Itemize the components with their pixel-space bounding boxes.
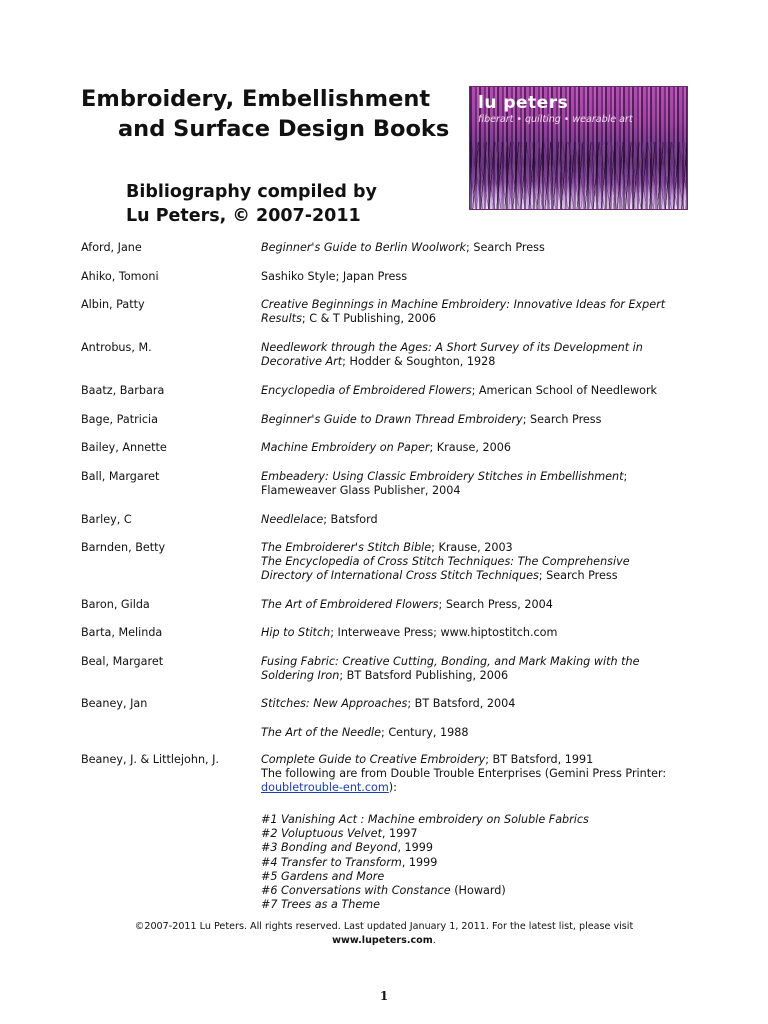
list-item: #2 Voluptuous Velvet, 1997 — [261, 827, 418, 841]
entry-author: Beal, Margaret — [81, 655, 164, 668]
doubletrouble-link[interactable]: doubletrouble-ent.com — [261, 781, 389, 795]
list-item — [261, 898, 681, 912]
series-title: #6 Conversations with Constance — [261, 884, 451, 898]
list-item — [261, 870, 681, 884]
entry-title: Encyclopedia of Embroidered Flowers — [261, 384, 472, 397]
entry-author: Beaney, Jan — [81, 697, 148, 710]
series-title: #4 Transfer to Transform — [261, 855, 402, 869]
subtitle-line-1: Bibliography compiled by — [126, 182, 377, 202]
copyright-footer: ©2007-2011 Lu Peters. All rights reserved. Last updated January 1, 2011. For the latest list, please visit www.lupeters.com. — [90, 920, 678, 948]
document-subtitle — [126, 180, 426, 228]
entry-work — [261, 655, 681, 683]
entry-work — [261, 470, 681, 498]
entry-author: Baron, Gilda — [81, 598, 150, 611]
series-title: #7 Trees as a Theme — [261, 898, 381, 912]
entry-author: Bailey, Annette — [81, 441, 167, 454]
entry-note-end: ): — [388, 781, 397, 795]
entry-publisher: ; BT Batsford Publishing, 2006 — [339, 669, 509, 683]
entry-publisher: ; Search Press — [522, 413, 602, 426]
entry-title: Creative Beginnings in Machine Embroidery: Innovative Ideas for Expert — [261, 298, 666, 311]
entry-work — [261, 341, 681, 369]
footer-website[interactable]: www.lupeters.com — [332, 935, 433, 946]
entry-title: Embeadery: Using Classic Embroidery Stitches in Embellishment — [261, 470, 624, 483]
footer-line-1: ©2007-2011 Lu Peters. All rights reserved. Last updated January 1, 2011. For the latest list, please visit — [134, 921, 634, 932]
title-line-2: and Surface Design Books — [118, 116, 450, 142]
series-title: #5 Gardens and More — [261, 869, 385, 883]
entry-author: Antrobus, M. — [81, 341, 152, 354]
entry-note: The following are from Double Trouble Enterprises (Gemini Press Printer: — [261, 767, 667, 781]
entry-author: Barley, C — [81, 513, 132, 526]
list-item — [261, 813, 681, 827]
entry-title-2-cont: Directory of International Cross Stitch Techniques — [261, 569, 539, 583]
entry-title: Fusing Fabric: Creative Cutting, Bonding, and Mark Making with the — [261, 655, 640, 668]
entry-author: Barta, Melinda — [81, 626, 163, 639]
entry-work — [261, 726, 681, 740]
entry-work — [261, 598, 681, 612]
list-item: #3 Bonding and Beyond, 1999 — [261, 841, 434, 855]
entry-author: Bage, Patricia — [81, 413, 158, 426]
logo-tagline: fiberart • quilting • wearable art — [478, 114, 633, 125]
entry-author: Beaney, J. & Littlejohn, J. — [81, 753, 220, 766]
entry-author: Baatz, Barbara — [81, 384, 165, 397]
page-number: 1 — [379, 989, 389, 1003]
fabric-fringe-image — [470, 142, 687, 209]
entry-author: Aford, Jane — [81, 241, 142, 254]
entry-work — [261, 697, 681, 711]
entry-publisher: ; BT Batsford, 1991 — [485, 753, 594, 766]
entry-title: The Art of the Needle — [261, 726, 382, 739]
entry-title: Needlework through the Ages: A Short Survey of its Development in — [261, 341, 643, 354]
entry-publisher: ; Hodder & Soughton, 1928 — [342, 355, 496, 369]
entry-title: Complete Guide to Creative Embroidery — [261, 753, 486, 766]
entry-work — [261, 413, 681, 427]
entry-title: Beginner's Guide to Drawn Thread Embroidery — [261, 413, 523, 426]
series-title: #3 Bonding and Beyond — [261, 841, 398, 855]
logo-name: lu peters — [478, 93, 569, 113]
entry-author: Albin, Patty — [81, 298, 145, 311]
entry-publisher: ; Batsford — [323, 513, 378, 526]
list-item: #6 Conversations with Constance (Howard) — [261, 884, 506, 898]
entry-title-2: The Encyclopedia of Cross Stitch Techniques: The Comprehensive — [261, 555, 630, 569]
entry-work — [261, 270, 681, 284]
entry-work — [261, 298, 681, 326]
entry-work — [261, 513, 681, 527]
entry-title: Beginner's Guide to Berlin Woolwork — [261, 241, 467, 254]
list-item: #4 Transfer to Transform, 1999 — [261, 855, 438, 869]
entry-title-cont: Results — [261, 312, 302, 326]
entry-publisher-2: ; Search Press — [538, 569, 618, 583]
document-title — [81, 84, 461, 144]
subtitle-line-2: Lu Peters, © 2007-2011 — [126, 206, 361, 226]
series-items — [261, 813, 681, 912]
series-title: #2 Voluptuous Velvet — [261, 827, 382, 841]
entry-work — [261, 541, 681, 584]
entry-title: Stitches: New Approaches — [261, 697, 408, 710]
entry-author: Barnden, Betty — [81, 541, 166, 554]
entry-work — [261, 384, 681, 398]
entry-work — [261, 241, 681, 255]
entry-title: Hip to Stitch — [261, 626, 331, 639]
entry-publisher: ; Search Press — [466, 241, 545, 254]
entry-publisher: ; Search Press, 2004 — [438, 598, 553, 611]
entry-publisher: ; BT Batsford, 2004 — [407, 697, 516, 710]
entry-work — [261, 626, 681, 640]
entry-publisher: ; Krause, 2003 — [431, 541, 513, 554]
entry-title: The Embroiderer's Stitch Bible — [261, 541, 432, 554]
entry-author: Ahiko, Tomoni — [81, 270, 159, 283]
entry-publisher: ; American School of Needlework — [471, 384, 658, 397]
lu-peters-logo — [469, 86, 688, 210]
entry-publisher: ; C & T Publishing, 2006 — [301, 312, 437, 326]
entry-title-cont: Decorative Art — [261, 355, 343, 369]
entry-publisher: ; Interweave Press; www.hiptostitch.com — [330, 626, 558, 639]
entry-work — [261, 753, 681, 796]
title-line-1: Embroidery, Embellishment — [81, 86, 431, 112]
entry-publisher: ; Krause, 2006 — [429, 441, 511, 454]
entry-publisher: ; Century, 1988 — [381, 726, 469, 739]
series-title: #1 Vanishing Act : Machine embroidery on Soluble Fabrics — [261, 813, 589, 826]
entry-title: The Art of Embroidered Flowers — [261, 598, 439, 611]
entry-title: Needlelace — [261, 513, 324, 526]
entry-title: Machine Embroidery on Paper — [261, 441, 430, 454]
entry-publisher: Flameweaver Glass Publisher, 2004 — [261, 484, 461, 498]
entry-publisher: Sashiko Style; Japan Press — [261, 270, 408, 283]
entry-separator: ; — [623, 470, 628, 483]
entry-work — [261, 441, 681, 455]
entry-title-cont: Soldering Iron — [261, 669, 340, 683]
entry-author: Ball, Margaret — [81, 470, 160, 483]
